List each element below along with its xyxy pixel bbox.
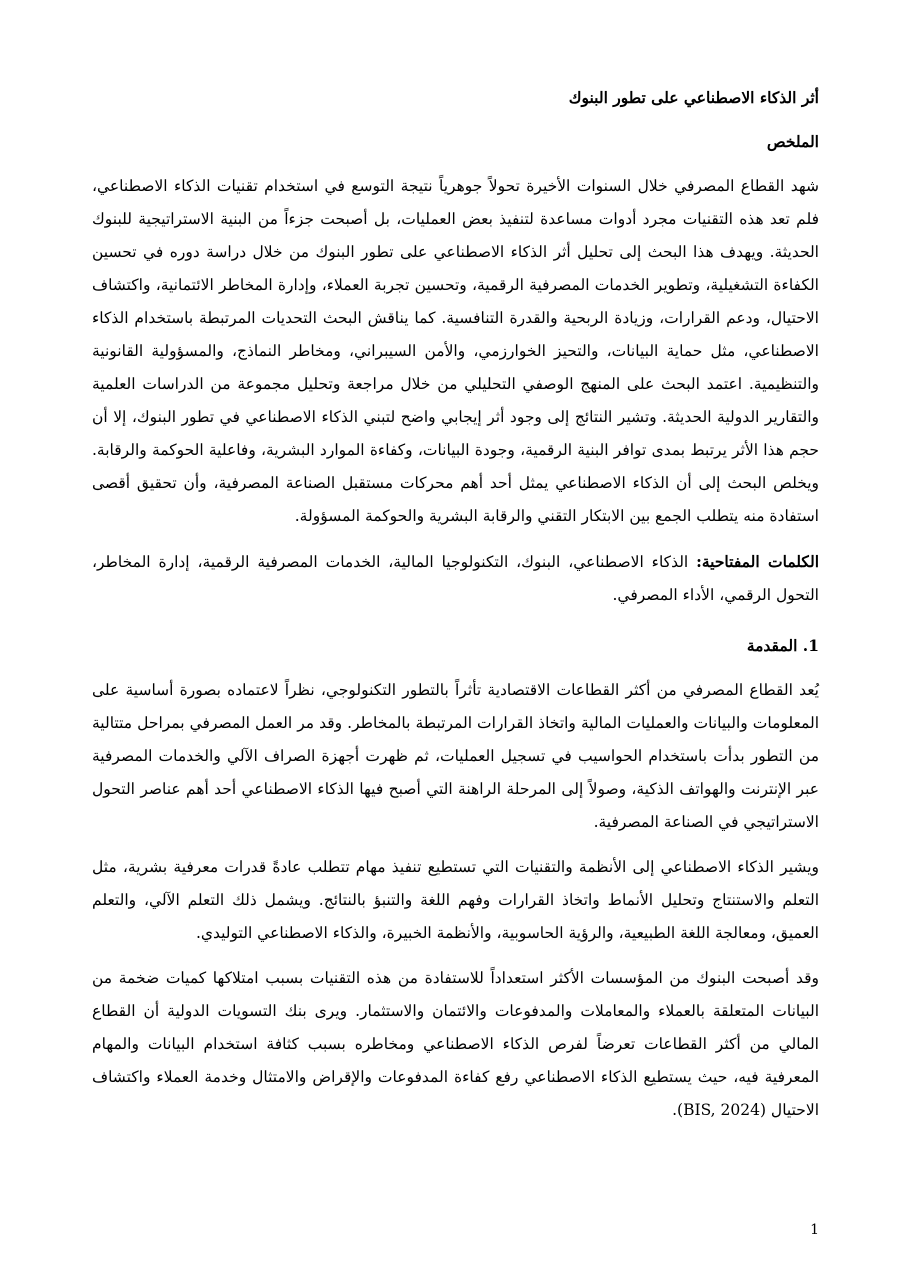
abstract-paragraph: شهد القطاع المصرفي خلال السنوات الأخيرة تحولاً جوهرياً نتيجة التوسع في استخدام تقنيات الذكاء الاصطناعي، فلم تعد هذه التقنيات مجرد أدوات مساعدة لتنفيذ بعض العمليات، بل أصبحت جزءاً من البنية الاستراتيجية للبنوك الحديثة. ويهدف هذا البحث إلى تحليل أثر الذكاء الاصطناعي على تطور البنوك من خلال دراسة دوره في تحسين الكفاءة التشغيلية، وتطوير الخدمات المصرفية الرقمية، وتحسين تجربة العملاء، وإدارة المخاطر الائتمانية، واكتشاف الاحتيال، ودعم القرارات، وزيادة الربحية والقدرة التنافسية. كما يناقش البحث التحديات المرتبطة باستخدام الذكاء الاصطناعي، مثل حماية البيانات، والتحيز الخوارزمي، والأمن السيبراني، ومخاطر النماذج، والمسؤولية القانونية والتنظيمية. اعتمد البحث على المنهج الوصفي التحليلي من خلال مراجعة وتحليل مجموعة من الدراسات العلمية والتقارير الدولية الحديثة. وتشير النتائج إلى وجود أثر إيجابي واضح لتبني الذكاء الاصطناعي في تطور البنوك، إلا أن حجم هذا الأثر يرتبط بمدى توافر البنية الرقمية، وجودة البيانات، وكفاءة الموارد البشرية، وفاعلية الحوكمة والرقابة. ويخلص البحث إلى أن الذكاء الاصطناعي يمثل أحد أهم محركات مستقبل الصناعة المصرفية، وأن تحقيق أقصى استفادة منه يتطلب الجمع بين الابتكار التقني والرقابة البشرية والحوكمة المسؤولة.: [92, 177, 819, 525]
keywords-paragraph: [92, 545, 819, 612]
page-number: 1: [810, 1222, 819, 1238]
document-title: أثر الذكاء الاصطناعي على تطور البنوك: [568, 88, 819, 107]
section-heading-introduction: [92, 624, 819, 668]
body-paragraph: يُعد القطاع المصرفي من أكثر القطاعات الاقتصادية تأثراً بالتطور التكنولوجي، نظراً لاعتماده بصورة أساسية على المعلومات والبيانات والعمليات المالية واتخاذ القرارات المرتبطة بالمخاطر. وقد مر العمل المصرفي بمراحل متتالية من التطور بدأت باستخدام الحواسيب في تسجيل العمليات، ثم ظهرت أجهزة الصراف الآلي والخدمات المصرفية عبر الإنترنت والهواتف الذكية، وصولاً إلى المرحلة الراهنة التي أصبح فيها الذكاء الاصطناعي أحد أهم عناصر التحول الاستراتيجي في الصناعة المصرفية.: [92, 681, 819, 831]
section-number: 1.: [802, 636, 819, 655]
keywords-label: الكلمات المفتاحية:: [696, 552, 819, 571]
body-paragraph: ويشير الذكاء الاصطناعي إلى الأنظمة والتقنيات التي تستطيع تنفيذ مهام تتطلب عادةً قدرات معرفية بشرية، مثل التعلم والاستنتاج وتحليل الأنماط واتخاذ القرارات وفهم اللغة والتنبؤ بالنتائج. ويشمل ذلك التعلم الآلي، والتعلم العميق، ومعالجة اللغة الطبيعية، والرؤية الحاسوبية، والأنظمة الخبيرة، والذكاء الاصطناعي التوليدي.: [92, 858, 819, 942]
abstract-heading: الملخص: [766, 132, 819, 151]
keywords-text: الذكاء الاصطناعي، البنوك، التكنولوجيا المالية، الخدمات المصرفية الرقمية، إدارة المخاطر، التحول الرقمي، الأداء المصرفي.: [92, 553, 819, 604]
body-paragraph: وقد أصبحت البنوك من المؤسسات الأكثر استعداداً للاستفادة من هذه التقنيات بسبب امتلاكها كميات ضخمة من البيانات المتعلقة بالعملاء والمعاملات والمدفوعات والائتمان والاستثمار. ويرى بنك التسويات الدولية أن القطاع المالي من أكثر القطاعات تعرضاً لفرص الذكاء الاصطناعي ومخاطره بسبب كثافة استخدام البيانات والمهام المعرفية فيه، حيث يستطيع الذكاء الاصطناعي رفع كفاءة المدفوعات والإقراض والامتثال وخدمة العملاء واكتشاف الاحتيال (BIS, 2024).: [92, 969, 819, 1119]
document-body: [92, 76, 819, 1139]
section-title: المقدمة: [746, 636, 803, 655]
